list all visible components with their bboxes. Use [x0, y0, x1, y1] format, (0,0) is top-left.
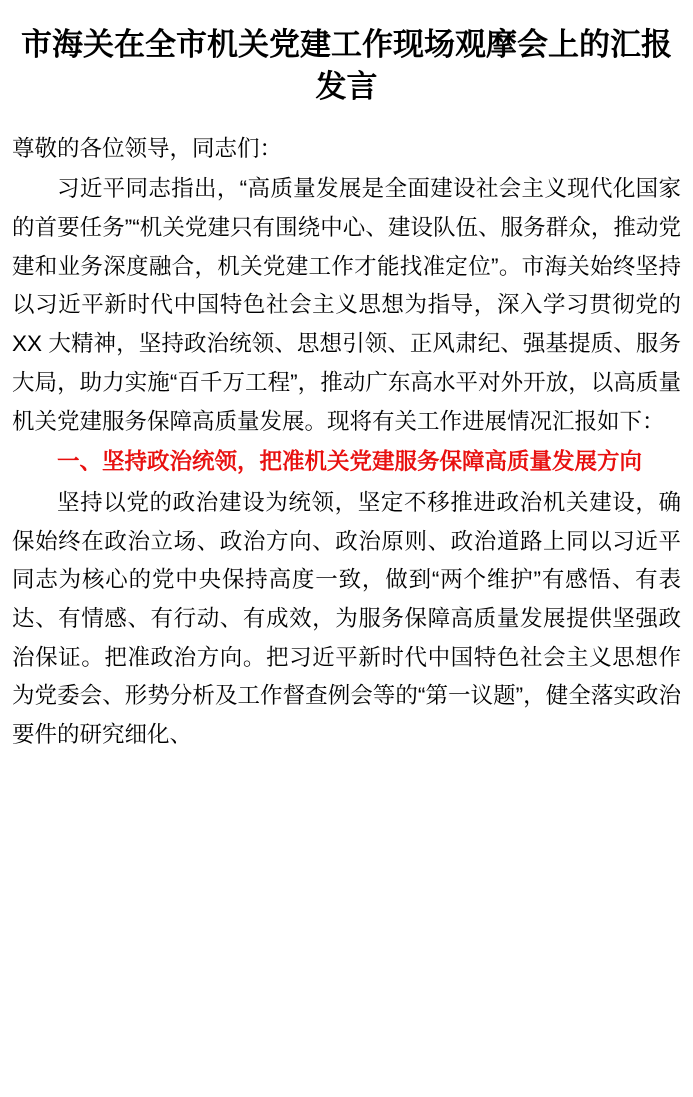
document-title: 市海关在全市机关党建工作现场观摩会上的汇报发言 [21, 27, 672, 104]
salutation-paragraph: 尊敬的各位领导，同志们： [12, 135, 283, 161]
section-heading-one: 一、坚持政治统领，把准机关党建服务保障高质量发展方向 [57, 449, 643, 475]
intro-paragraph: 习近平同志指出，“高质量发展是全面建设社会主义现代化国家的首要任务”“机关党建只有围绕中心、建设队伍、服务群众，推动党建和业务深度融合，机关党建工作才能找准定位”。市海关始终坚持以习近平新时代中国特色社会主义思想为指导，深入学习贯彻党的 XX 大精神，坚持政治统领、思想引领、正风肃纪、强基提质、服务大局，助力实施“百千万工程”，推动广东高水平对外开放，以高质量机关党建服务保障高质量发展。现将有关工作进展情况汇报如下： [12, 176, 681, 434]
section-one-body-paragraph: 坚持以党的政治建设为统领，坚定不移推进政治机关建设，确保始终在政治立场、政治方向、政治原则、政治道路上同以习近平同志为核心的党中央保持高度一致，做到“两个维护”有感悟、有表达、有情感、有行动、有成效，为服务保障高质量发展提供坚强政治保证。把准政治方向。把习近平新时代中国特色社会主义思想作为党委会、形势分析及工作督查例会等的“第一议题”，健全落实政治要件的研究细化、 [12, 489, 681, 747]
